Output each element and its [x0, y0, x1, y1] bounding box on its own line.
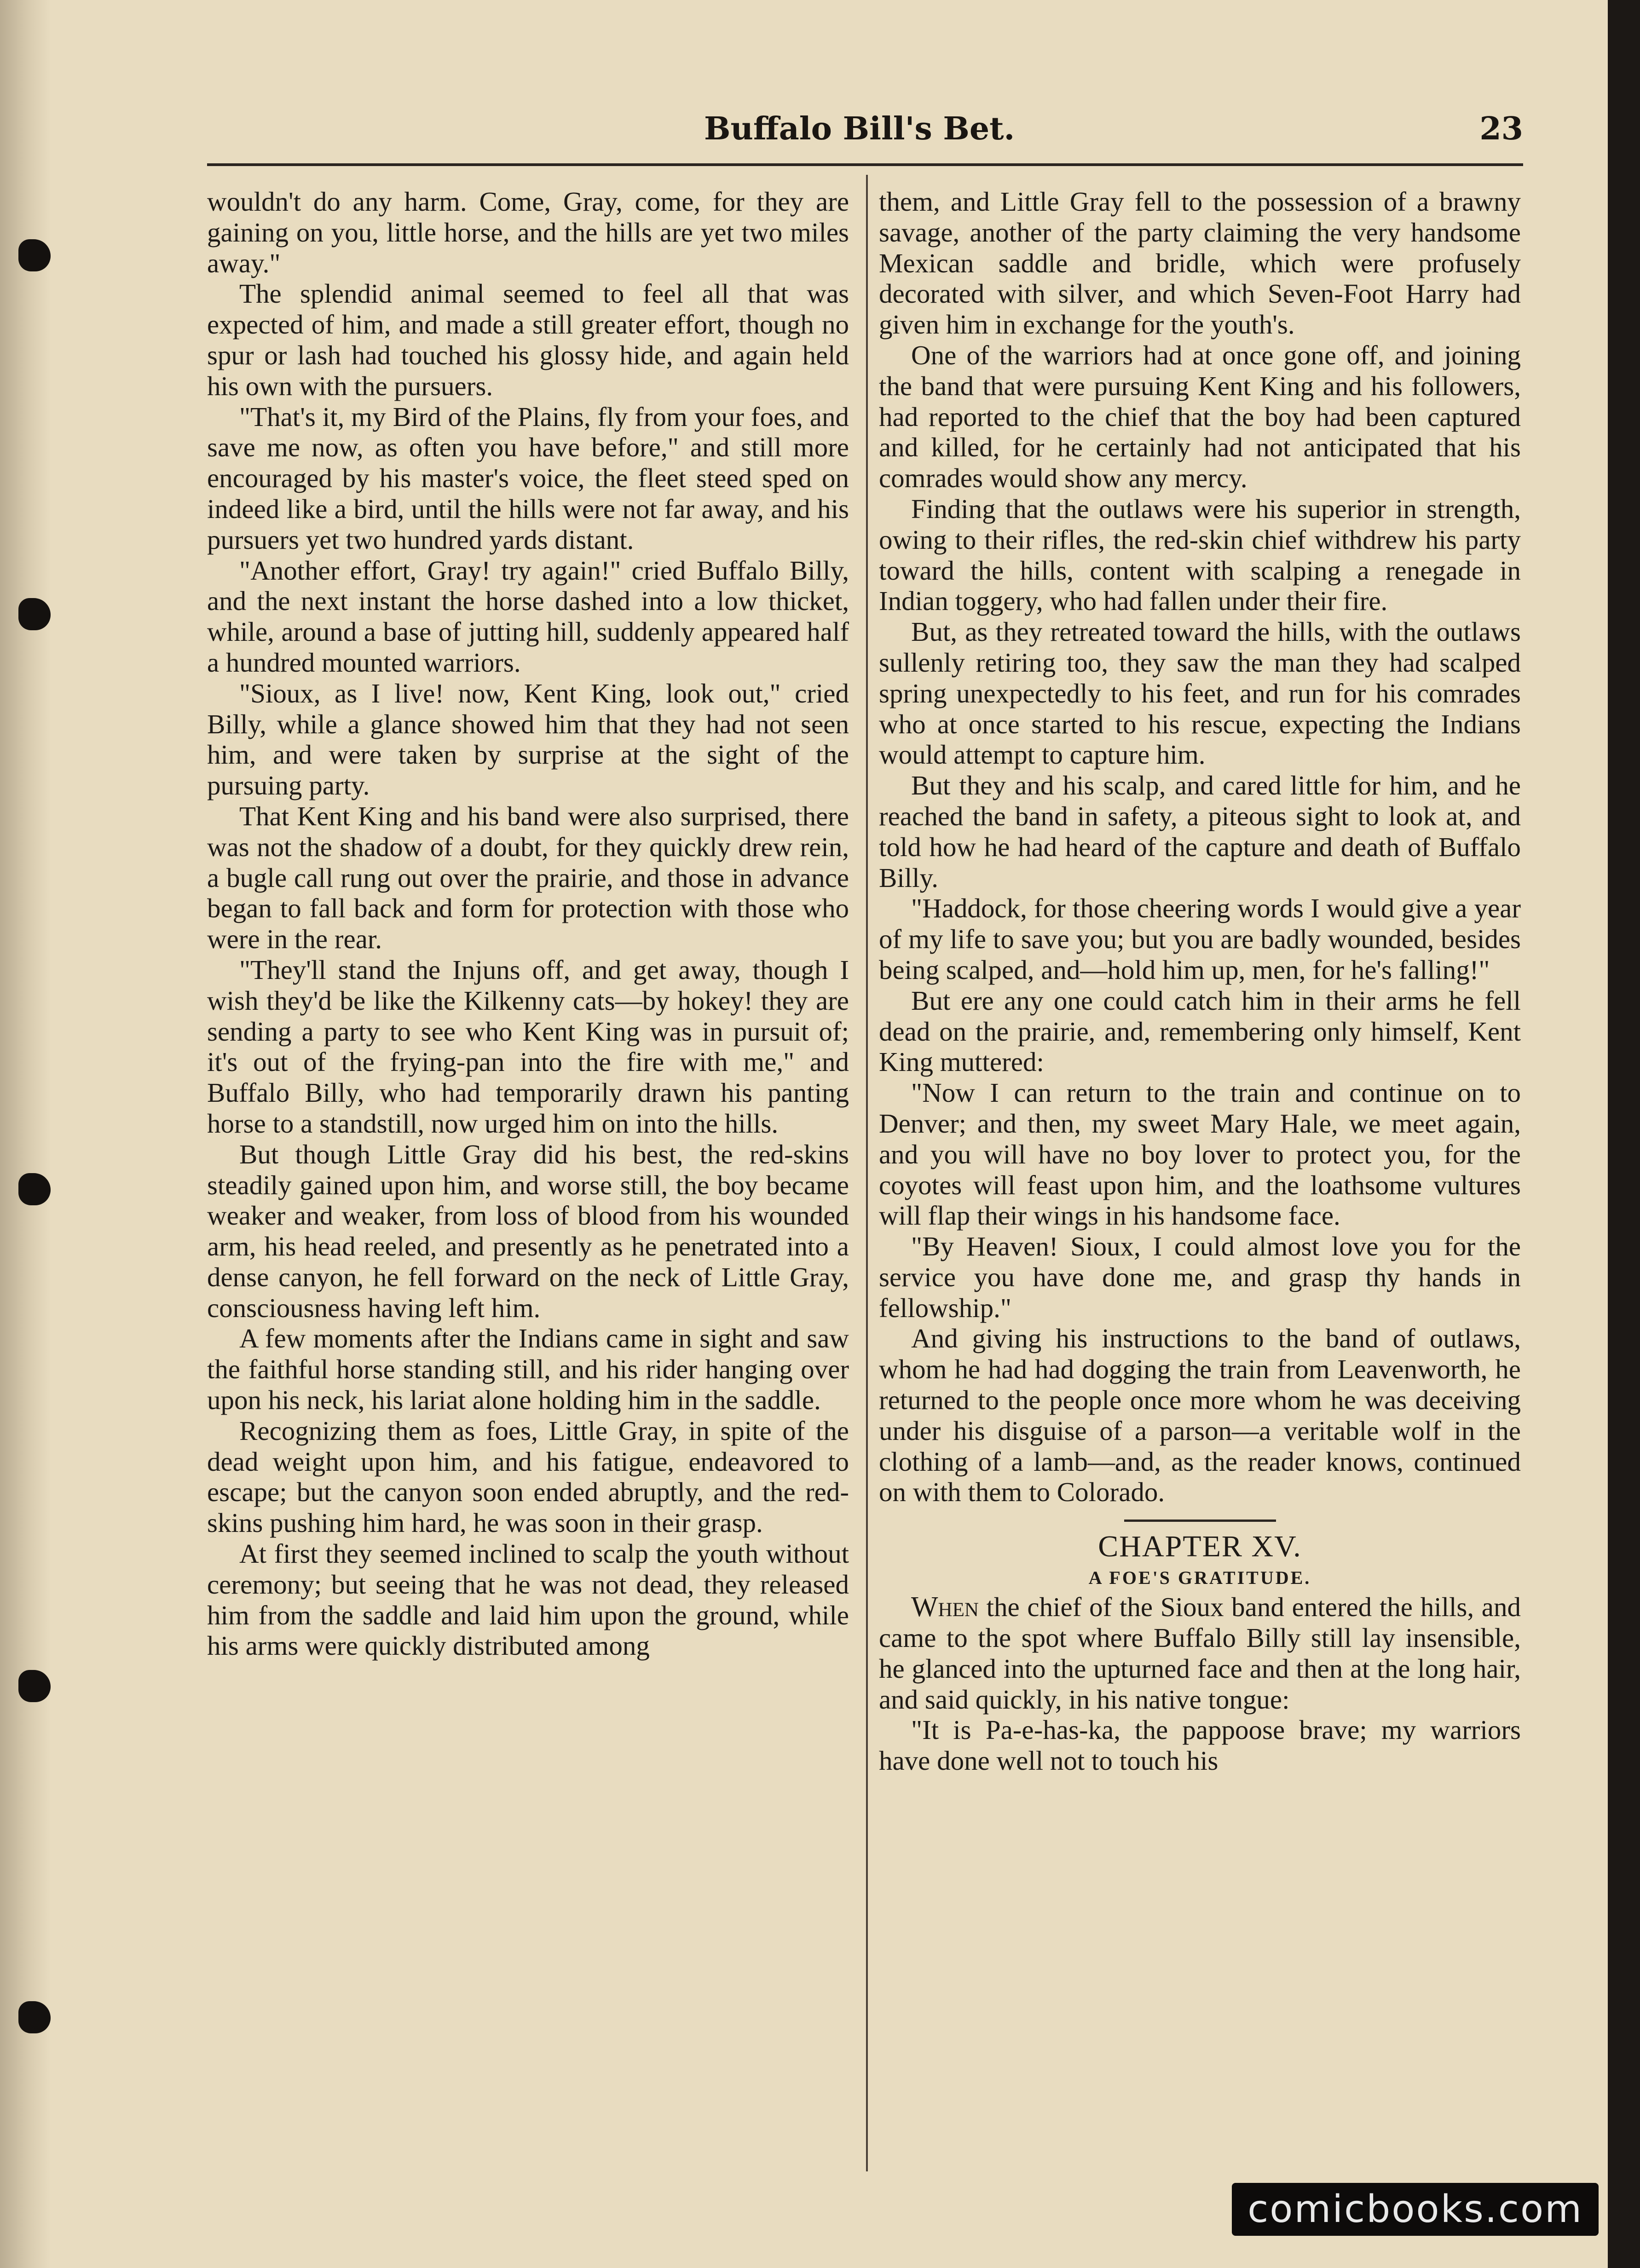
chapter-first-paragraph: [879, 1592, 1521, 1715]
paragraph: One of the warriors had at once gone off, and joining the band that were pursuing Kent King and his followers, had reported to the chief that the boy had been captured and killed, for he certainly had not anticipated that his comrades would show any mercy.: [879, 340, 1521, 494]
paragraph: But, as they retreated toward the hills, with the outlaws sullenly retiring too, they saw the man they had scalped spring unexpectedly to his feet, and run for his comrades who at once started to his rescue, expecting the Indians would attempt to capture him.: [879, 616, 1521, 770]
binding-hole: [18, 239, 51, 271]
watermark-logo: [1232, 2183, 1599, 2236]
right-text-column: [879, 186, 1521, 2160]
paragraph: But though Little Gray did his best, the red-skins steadily gained upon him, and worse still, the boy became weaker and weaker, from loss of blood from his wounded arm, his head reeled, and presently as he penetrated into a dense canyon, he fell forward on the neck of Little Gray, consciousness having left him.: [207, 1139, 849, 1323]
first-paragraph-text: the chief of the Sioux band entered the hills, and came to the spot where Buffalo Billy still lay insensible, he glanced into the upturned face and then at the long hair, and said quickly, in his native tongue:: [879, 1592, 1521, 1715]
drop-word: When: [911, 1591, 979, 1623]
left-text-column: [207, 186, 849, 2160]
paragraph: wouldn't do any harm. Come, Gray, come, for they are gaining on you, little horse, and the hills are yet two miles away.": [207, 186, 849, 278]
binding-hole: [18, 1670, 51, 1702]
watermark-text: comicbooks.com: [1247, 2187, 1583, 2231]
header-rule: [207, 163, 1523, 166]
chapter-heading: CHAPTER XV.: [1098, 1530, 1302, 1564]
binding-hole: [18, 1173, 51, 1205]
running-title: Buffalo Bill's Bet.: [704, 110, 1015, 147]
chapter-rule: [1124, 1520, 1276, 1522]
page-edge-shadow: [1608, 0, 1640, 2268]
paragraph: A few moments after the Indians came in sight and saw the faithful horse standing still, and his rider hanging over upon his neck, his lariat alone holding him in the saddle.: [207, 1323, 849, 1416]
paragraph: "Sioux, as I live! now, Kent King, look out," cried Billy, while a glance showed him that they had not seen him, and were taken by surprise at the sight of the pursuing party.: [207, 678, 849, 801]
page-number: 23: [1479, 110, 1523, 147]
paragraph: At first they seemed inclined to scalp the youth without ceremony; but seeing that he was not dead, they released him from the saddle and laid him upon the ground, while his arms were quickly distributed among: [207, 1538, 849, 1661]
column-divider: [866, 175, 868, 2171]
paragraph: "Another effort, Gray! try again!" cried Buffalo Billy, and the next instant the horse dashed into a low thicket, while, around a base of jutting hill, suddenly appeared half a hundred mounted warriors.: [207, 555, 849, 678]
paragraph: Recognizing them as foes, Little Gray, in spite of the dead weight upon him, and his fatigue, endeavored to escape; but the canyon soon ended abruptly, and the red-skins pushing him hard, he was soon in their grasp.: [207, 1415, 849, 1538]
paragraph: But they and his scalp, and cared little for him, and he reached the band in safety, a piteous sight to look at, and told how he had heard of the capture and death of Buffalo Billy.: [879, 770, 1521, 893]
paragraph: "It is Pa-e-has-ka, the pappoose brave; my warriors have done well not to touch his: [879, 1715, 1521, 1776]
paragraph: "Now I can return to the train and continue on to Denver; and then, my sweet Mary Hale, we meet again, and you will have no boy lover to protect you, for the coyotes will feast upon him, and the loathsome vultures will flap their wings in his handsome face.: [879, 1077, 1521, 1231]
paragraph: them, and Little Gray fell to the possession of a brawny savage, another of the party claiming the very handsome Mexican saddle and bridle, which were profusely decorated with silver, and which Seven-Foot Harry had given him in exchange for the youth's.: [879, 186, 1521, 340]
paragraph: "By Heaven! Sioux, I could almost love you for the service you have done me, and grasp thy hands in fellowship.": [879, 1231, 1521, 1323]
chapter-subtitle: A FOE'S GRATITUDE.: [1088, 1567, 1311, 1589]
paragraph: "They'll stand the Injuns off, and get away, though I wish they'd be like the Kilkenny cats—by hokey! they are sending a party to see who Kent King was in pursuit of; it's out of the frying-pan into the fire with me," and Buffalo Billy, who had temporarily drawn his panting horse to a standstill, now urged him on into the hills.: [207, 954, 849, 1139]
paragraph: That Kent King and his band were also surprised, there was not the shadow of a doubt, for they quickly drew rein, a bugle call rung out over the prairie, and those in advance began to fall back and form for protection with those who were in the rear.: [207, 800, 849, 955]
binding-hole: [18, 2001, 51, 2033]
binding-margin: [0, 0, 51, 2268]
paragraph: But ere any one could catch him in their arms he fell dead on the prairie, and, remembering only himself, Kent King muttered:: [879, 985, 1521, 1077]
paragraph: Finding that the outlaws were his superior in strength, owing to their rifles, the red-skin chief withdrew his party toward the hills, content with scalping a renegade in Indian toggery, who had fallen under their fire.: [879, 493, 1521, 616]
paragraph: And giving his instructions to the band of outlaws, whom he had had dogging the train from Leavenworth, he returned to the people once more whom he was deceiving under his disguise of a parson—a veritable wolf in the clothing of a lamb—and, as the reader knows, continued on with them to Colorado.: [879, 1323, 1521, 1508]
running-header: [207, 106, 1523, 161]
binding-hole: [18, 598, 51, 630]
paragraph: The splendid animal seemed to feel all that was expected of him, and made a still greater effort, though no spur or lash had touched his glossy hide, and again held his own with the pursuers.: [207, 278, 849, 401]
paragraph: "Haddock, for those cheering words I would give a year of my life to save you; but you are badly wounded, besides being scalped, and—hold him up, men, for he's falling!": [879, 893, 1521, 985]
paragraph: "That's it, my Bird of the Plains, fly from your foes, and save me now, as often you have before," and still more encouraged by his master's voice, the fleet steed sped on indeed like a bird, until the hills were not far away, and his pursuers yet two hundred yards distant.: [207, 401, 849, 555]
